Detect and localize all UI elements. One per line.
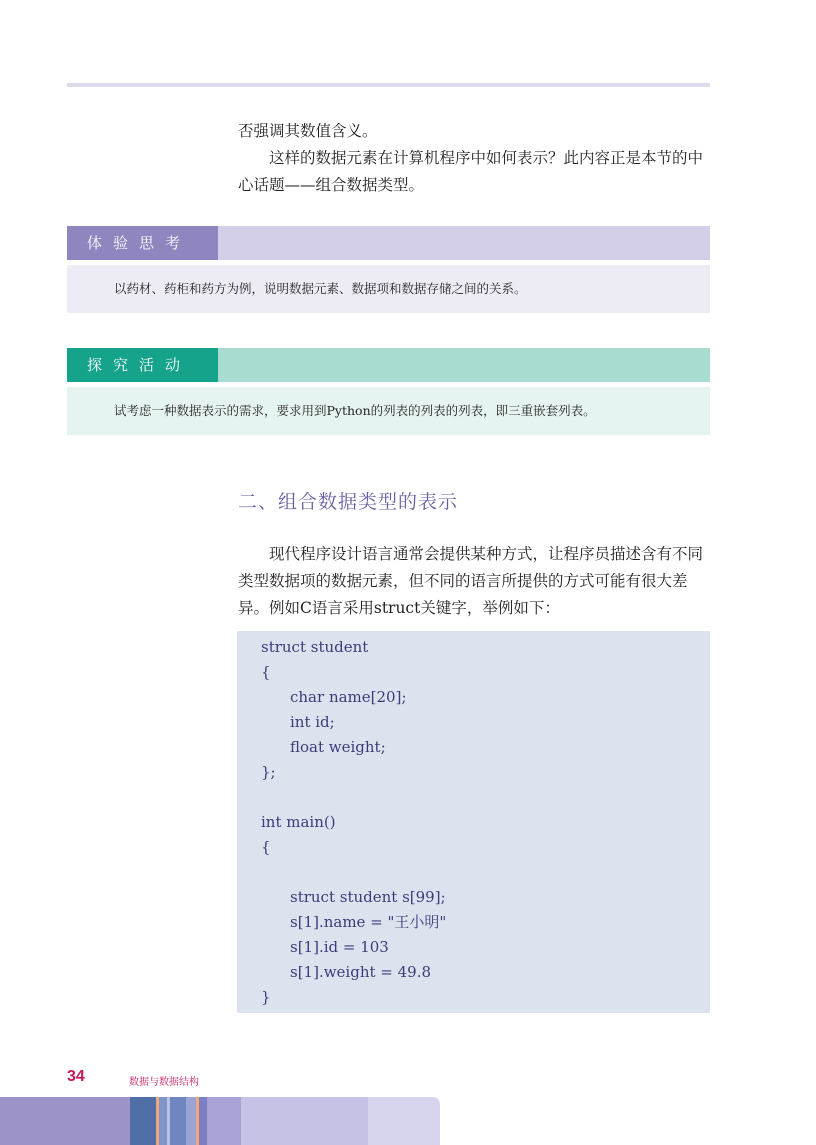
code-line: int id; xyxy=(290,713,335,731)
footer-stripe xyxy=(130,1097,156,1145)
explore-box-bar xyxy=(218,348,710,382)
footer-stripe xyxy=(186,1097,196,1145)
footer-stripe xyxy=(196,1097,199,1145)
code-line: s[1].name = "王小明" xyxy=(290,913,447,931)
code-line: s[1].weight = 49.8 xyxy=(290,963,432,981)
think-box-body xyxy=(67,265,710,313)
intro-paragraph xyxy=(238,145,710,199)
explore-box-label: 探究活动 xyxy=(67,348,218,382)
header-rule xyxy=(67,83,710,87)
section-paragraph-text: 现代程序设计语言通常会提供某种方式，让程序员描述含有不同类型数据项的数据元素，但不同的语言所提供的方式可能有很大差异。例如C语言采用struct关键字，举例如下： xyxy=(238,545,704,617)
code-line: char name[20]; xyxy=(290,688,407,706)
page-number: 34 xyxy=(67,1068,85,1085)
think-box-bar xyxy=(218,226,710,260)
code-block xyxy=(237,631,710,1013)
code-line: { xyxy=(261,663,271,681)
think-box-label: 体验思考 xyxy=(67,226,218,260)
footer-stripe xyxy=(159,1097,167,1145)
section-paragraph xyxy=(238,541,710,622)
explore-box-body xyxy=(67,387,710,435)
footer-stripe xyxy=(167,1097,170,1145)
book-title: 数据与数据结构 xyxy=(129,1077,199,1088)
intro-line-1: 否强调其数值含义。 xyxy=(238,122,378,140)
section-title: 二、组合数据类型的表示 xyxy=(238,491,459,513)
code-line: int main() xyxy=(261,813,336,831)
code-line: } xyxy=(261,988,271,1006)
code-line: struct student xyxy=(261,638,369,656)
footer-stripe xyxy=(199,1097,207,1145)
code-line: { xyxy=(261,838,271,856)
code-line: float weight; xyxy=(290,738,386,756)
footer-band-block xyxy=(0,1097,130,1145)
intro-line-2: 这样的数据元素在计算机程序中如何表示？此内容正是本节的中心话题——组合数据类型。 xyxy=(238,149,704,194)
think-box-text: 以药材、药柜和药方为例，说明数据元素、数据项和数据存储之间的关系。 xyxy=(114,281,527,296)
footer-stripe xyxy=(170,1097,186,1145)
code-line: s[1].id = 103 xyxy=(290,938,389,956)
footer-band-mid xyxy=(241,1097,368,1145)
footer-decoration xyxy=(0,1097,440,1145)
code-line: struct student s[99]; xyxy=(290,888,446,906)
explore-box-header xyxy=(67,348,710,382)
footer-stripe xyxy=(207,1097,241,1145)
think-box-header xyxy=(67,226,710,260)
explore-box-text: 试考虑一种数据表示的需求，要求用到Python的列表的列表的列表，即三重嵌套列表。 xyxy=(114,403,596,418)
code-line: }; xyxy=(261,763,276,781)
footer-stripe xyxy=(156,1097,159,1145)
